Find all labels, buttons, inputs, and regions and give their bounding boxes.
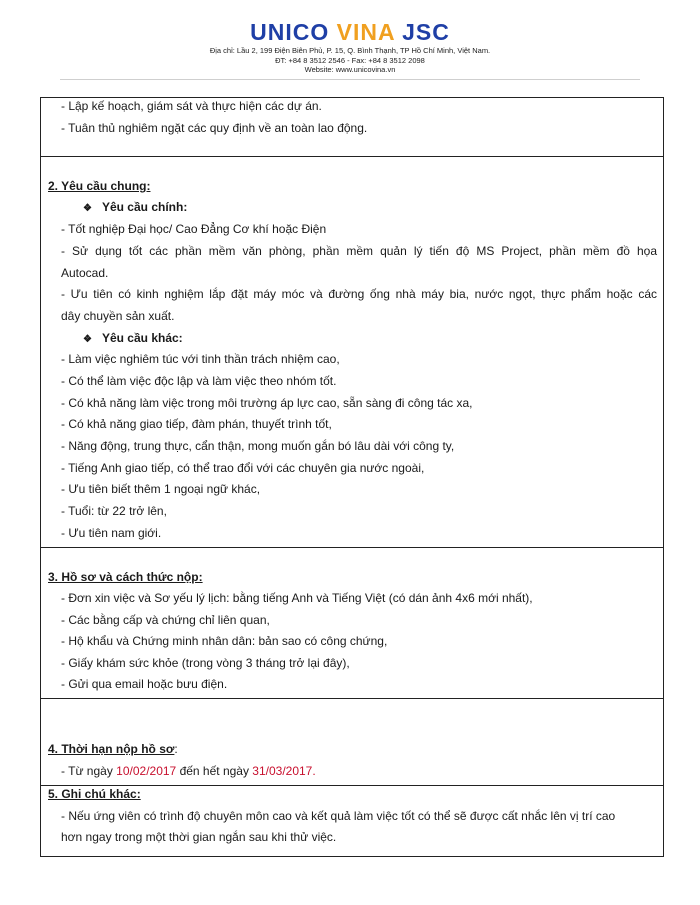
brand-jsc: JSC xyxy=(402,19,450,45)
requirement-line: - Tiếng Anh giao tiếp, có thể trao đổi với các chuyên gia nước ngoài, xyxy=(61,461,425,475)
section-5-title: 5. Ghi chú khác: xyxy=(48,787,141,801)
requirement-line: - Có thể làm việc độc lập và làm việc theo nhóm tốt. xyxy=(61,374,337,388)
start-date: 10/02/2017 xyxy=(116,764,177,778)
note-line: - Nếu ứng viên có trình độ chuyên môn cao và kết quả làm việc tốt có thể sẽ được cất nhắc lên vị trí cao xyxy=(61,809,616,823)
company-phone-fax: ĐT: +84 8 3512 2546 - Fax: +84 8 3512 2098 xyxy=(275,55,425,65)
application-line: - Giấy khám sức khỏe (trong vòng 3 tháng trở lại đây), xyxy=(61,656,350,670)
requirement-line: Autocad. xyxy=(61,266,109,280)
company-address: Địa chỉ: Lầu 2, 199 Điện Biên Phủ, P. 15, Q. Bình Thạnh, TP Hồ Chí Minh, Việt Nam. xyxy=(209,46,491,55)
diamond-bullet-icon: ❖ xyxy=(83,203,92,214)
requirement-line: - Sử dụng tốt các phần mềm văn phòng, phần mềm quản lý tiến độ MS Project, phần mềm đồ họa xyxy=(61,244,657,258)
requirement-line: dây chuyền sản xuất. xyxy=(61,309,175,323)
other-requirements-heading: ❖ Yêu cầu khác: xyxy=(83,331,183,345)
deadline-line: - Từ ngày 10/02/2017 đến hết ngày 31/03/2017. xyxy=(61,764,316,778)
requirement-line: - Tốt nghiệp Đại học/ Cao Đẳng Cơ khí hoặc Điện xyxy=(61,222,327,236)
duty-line: - Lập kế hoạch, giám sát và thực hiện các dự án. xyxy=(61,99,322,113)
header-divider xyxy=(60,79,640,80)
section-2-title: 2. Yêu cầu chung: xyxy=(48,179,151,193)
section-application xyxy=(40,547,664,699)
company-logo xyxy=(0,18,700,46)
requirement-line: - Có khả năng làm việc trong môi trường áp lực cao, sẵn sàng đi công tác xa, xyxy=(61,396,473,410)
requirement-line: - Có khả năng giao tiếp, đàm phán, thuyết trình tốt, xyxy=(61,417,332,431)
section-duties xyxy=(40,97,664,157)
requirement-line: - Năng động, trung thực, cẩn thận, mong muốn gắn bó lâu dài với công ty, xyxy=(61,439,455,453)
application-line: - Đơn xin việc và Sơ yếu lý lịch: bằng tiếng Anh và Tiếng Việt (có dán ảnh 4x6 mới nhất), xyxy=(61,591,533,605)
application-line: - Hộ khẩu và Chứng minh nhân dân: bản sao có công chứng, xyxy=(61,634,388,648)
brand-vina: VINA xyxy=(336,19,395,45)
section-3-title: 3. Hồ sơ và cách thức nộp: xyxy=(48,570,203,584)
diamond-bullet-icon: ❖ xyxy=(83,334,92,345)
duty-line: - Tuân thủ nghiêm ngặt các quy định về an toàn lao động. xyxy=(61,121,368,135)
requirement-line: - Ưu tiên biết thêm 1 ngoại ngữ khác, xyxy=(61,482,261,496)
main-requirements-heading: ❖ Yêu cầu chính: xyxy=(83,200,188,214)
application-line: - Các bằng cấp và chứng chỉ liên quan, xyxy=(61,613,270,627)
end-date: 31/03/2017. xyxy=(252,764,316,778)
requirement-line: - Làm việc nghiêm túc với tinh thần trách nhiệm cao, xyxy=(61,352,340,366)
section-requirements xyxy=(40,156,664,548)
application-line: - Gửi qua email hoặc bưu điện. xyxy=(61,677,228,691)
requirement-line: - Ưu tiên có kinh nghiệm lắp đặt máy móc và đường ống nhà máy bia, nước ngọt, thực phẩm hoặc các xyxy=(61,287,657,301)
brand-unico: UNICO xyxy=(250,19,330,45)
note-line: hơn ngay trong một thời gian ngắn sau khi thử việc. xyxy=(61,830,337,844)
requirement-line: - Tuổi: từ 22 trở lên, xyxy=(61,504,167,518)
section-notes xyxy=(40,785,664,857)
section-deadline xyxy=(40,698,664,786)
requirement-line: - Ưu tiên nam giới. xyxy=(61,526,162,540)
section-4-title: 4. Thời hạn nộp hồ sơ: xyxy=(48,742,178,756)
company-website: Website: www.unicovina.vn xyxy=(304,65,396,74)
company-header xyxy=(0,18,700,75)
